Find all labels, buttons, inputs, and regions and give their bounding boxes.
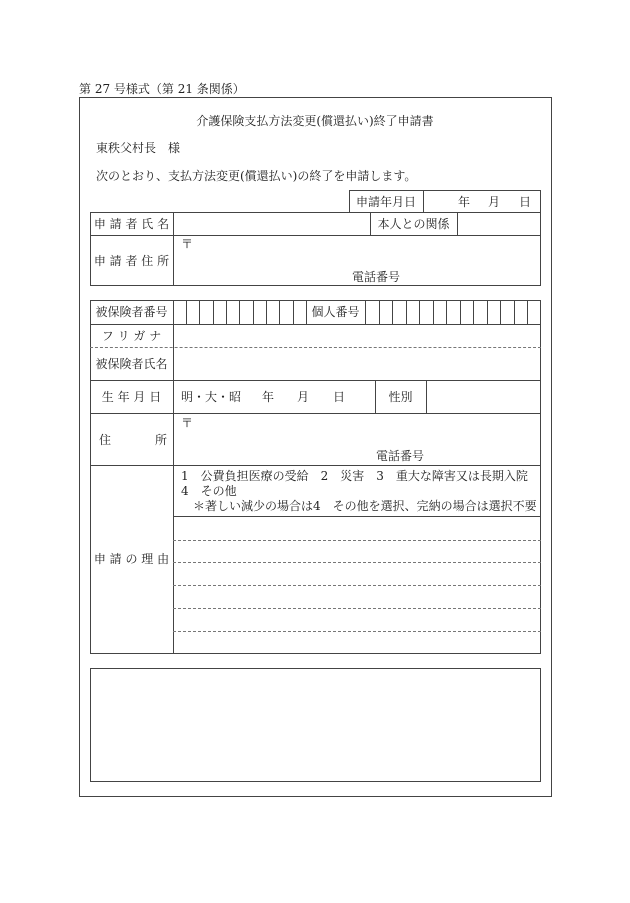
addressee: 東秩父村長 様 [96,141,181,155]
personal-number-label: 個人番号 [311,305,360,319]
application-year-label: 年 [458,195,471,209]
insured-number-field[interactable] [174,301,306,323]
insured-postal-mark: 〒 [181,416,194,430]
applicant-address-label: 申 請 者 住 所 [93,254,170,268]
furigana-field[interactable] [174,325,540,346]
office-use-box[interactable] [90,668,541,782]
application-date-label: 申請年月日 [355,195,416,209]
reason-options-line-2: 4 その他 [181,484,237,498]
relationship-label: 本人との関係 [377,217,450,231]
birthdate-label: 生 年 月 日 [101,390,162,404]
application-day-label: 日 [519,195,532,209]
applicant-name-label: 申 請 者 氏 名 [93,217,170,231]
form-title: 介護保険支払方法変更(償還払い)終了申請書 [196,114,434,128]
reason-note: ＊著しい減少の場合は4 その他を選択、完納の場合は選択不要 [193,499,537,513]
applicant-name-field[interactable] [174,213,369,234]
furigana-label: フ リ ガ ナ [101,329,162,343]
insured-address-label-1: 住 [99,433,112,447]
relationship-field[interactable] [458,213,540,234]
insured-name-label: 被保険者氏名 [95,357,168,371]
era-options: 明・大・昭 [181,390,242,404]
birth-year-label: 年 [262,390,275,404]
insured-address-label-2: 所 [155,433,168,447]
form-number: 第 27 号様式（第 21 条関係） [79,82,245,96]
birth-month-label: 月 [297,390,310,404]
intro-text: 次のとおり、支払方法変更(償還払い)の終了を申請します。 [96,169,417,183]
gender-label: 性別 [388,390,413,404]
gender-field[interactable] [427,381,540,412]
applicant-phone-label: 電話番号 [352,270,401,284]
insured-address-field[interactable] [174,414,540,464]
reason-options-line-1: 1 公費負担医療の受給 2 災害 3 重大な障害又は長期入院 [181,469,528,483]
insured-phone-label: 電話番号 [376,449,425,463]
insured-name-field[interactable] [174,348,540,379]
reason-label: 申 請 の 理 由 [93,552,170,566]
applicant-postal-mark: 〒 [181,237,194,251]
application-month-label: 月 [488,195,501,209]
birth-day-label: 日 [333,390,346,404]
insured-number-label: 被保険者番号 [95,305,168,319]
